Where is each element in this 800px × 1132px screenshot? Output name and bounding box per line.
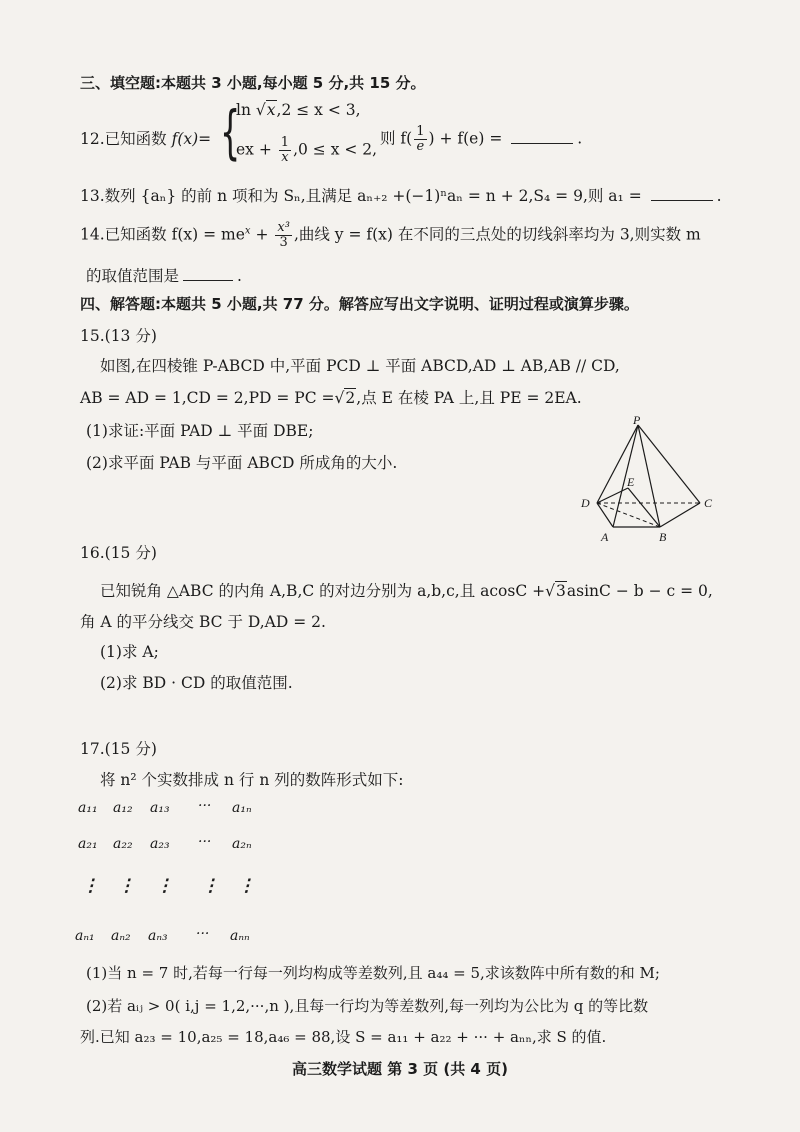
m-r3-c5: ⋮ xyxy=(238,876,255,896)
q12-case2-expr: ex + xyxy=(236,140,272,159)
m-r3-c3: ⋮ xyxy=(156,876,173,896)
q15-l2-radicand: 2 xyxy=(345,389,356,407)
q15-part-1: (1)求证:平面 PAD ⊥ 平面 DBE; xyxy=(86,422,314,440)
m-r2-c1: a₂₁ xyxy=(78,836,98,852)
q13-body: 13.数列 {aₙ} 的前 n 项和为 Sₙ,且满足 aₙ₊₂ +(−1)ⁿaₙ = n + 2,S₄ = 9,则 a₁ = xyxy=(80,187,642,205)
q14-line2-text: 的取值范围是 xyxy=(86,267,180,285)
label-P: P xyxy=(633,415,641,427)
m-r1-c2: a₁₂ xyxy=(113,800,133,816)
q12-case2-cond: ,0 ≤ x < 2, xyxy=(293,140,378,159)
label-D: D xyxy=(581,496,590,510)
q17-part-2a: (2)若 aᵢⱼ > 0( i,j = 1,2,···,n ),且每一行均为等差数列,每一列均为公比为 q 的等比数 xyxy=(86,997,649,1015)
q15-pyramid-figure xyxy=(575,415,725,545)
q12-brace: { xyxy=(220,98,241,166)
edge-BC xyxy=(660,503,700,527)
q12-case2-den: x xyxy=(281,150,289,165)
m-r3-c2: ⋮ xyxy=(118,876,135,896)
label-E: E xyxy=(627,475,635,489)
q15-head: 15.(13 分) xyxy=(80,327,157,345)
q14-answer-blank[interactable] xyxy=(183,266,233,281)
label-C: C xyxy=(704,496,713,510)
edge-DE xyxy=(597,488,628,503)
m-r2-c2: a₂₂ xyxy=(113,836,133,852)
q12-end: . xyxy=(577,129,583,148)
m-r2-c3: a₂₃ xyxy=(150,836,170,852)
q12-case1-radicand: x xyxy=(266,101,276,119)
q12-lead-text: 12.已知函数 xyxy=(80,130,167,148)
q12-tail-num: 1 xyxy=(416,124,425,139)
q16-head: 16.(15 分) xyxy=(80,544,157,562)
m-r4-c5: aₙₙ xyxy=(230,928,250,944)
m-r1-c3: a₁₃ xyxy=(150,800,170,816)
q16-l1-radicand: 3 xyxy=(556,582,566,600)
q14-exp: x xyxy=(244,225,251,237)
q14-den: 3 xyxy=(279,235,288,250)
q12-lead xyxy=(80,127,211,149)
q15-l2b: ,点 E 在棱 PA 上,且 PE = 2EA. xyxy=(356,389,582,407)
section-3-title: 三、填空题:本题共 3 小题,每小题 5 分,共 15 分。 xyxy=(80,74,426,92)
q14-plus: + xyxy=(255,225,269,244)
q13-answer-blank[interactable] xyxy=(651,186,713,201)
section-4-title: 四、解答题:本题共 5 小题,共 77 分。解答应写出文字说明、证明过程或演算步骤。 xyxy=(80,295,639,313)
q12-case-2 xyxy=(236,136,377,165)
q12-fx: f(x)= xyxy=(171,130,212,148)
q15-l2a: AB = AD = 1,CD = 2,PD = PC = xyxy=(80,389,335,407)
q16-line-1: 已知锐角 △ABC 的内角 A,B,C 的对边分别为 a,b,c,且 acosC +√3asinC − b − c = 0, xyxy=(100,582,713,600)
q16-l1b: asinC − b − c = 0, xyxy=(566,582,713,600)
edge-DA xyxy=(597,503,613,527)
q14-line-2 xyxy=(86,264,242,286)
q12-case-1: ln √x,2 ≤ x < 3, xyxy=(236,101,361,119)
q16-l1a: 已知锐角 △ABC 的内角 A,B,C 的对边分别为 a,b,c,且 acosC + xyxy=(100,582,546,600)
q14-end: . xyxy=(237,267,242,285)
q14-frac xyxy=(275,221,292,250)
q12-tail-frac xyxy=(414,125,426,154)
m-r3-c1: ⋮ xyxy=(82,876,99,896)
m-r4-c2: aₙ₂ xyxy=(111,928,131,944)
m-r4-c3: aₙ₃ xyxy=(148,928,168,944)
edge-PC xyxy=(638,425,700,503)
m-r4-c1: aₙ₁ xyxy=(75,928,95,944)
m-r3-c4: ⋮ xyxy=(202,876,219,896)
m-r2-c4: ··· xyxy=(198,834,212,850)
m-r1-c4: ··· xyxy=(198,798,212,814)
m-r1-c1: a₁₁ xyxy=(78,800,98,816)
q16-part-2: (2)求 BD · CD 的取值范围. xyxy=(100,674,293,692)
q13-text xyxy=(80,184,722,206)
q12-case2-frac xyxy=(279,136,291,165)
q16-line-2: 角 A 的平分线交 BC 于 D,AD = 2. xyxy=(80,613,326,631)
q14-part3: ,曲线 y = f(x) 在不同的三点处的切线斜率均为 3,则实数 m xyxy=(293,225,701,244)
q15-line-1: 如图,在四棱锥 P-ABCD 中,平面 PCD ⊥ 平面 ABCD,AD ⊥ AB,AB // CD, xyxy=(100,357,620,375)
q12-tail-b: ) + f(e) = xyxy=(428,129,503,148)
q15-part-2: (2)求平面 PAB 与平面 ABCD 所成角的大小. xyxy=(86,454,398,472)
m-r1-c5: a₁ₙ xyxy=(232,800,252,816)
q14-line-1 xyxy=(80,221,701,250)
edge-PD xyxy=(597,425,638,503)
edge-PB xyxy=(638,425,660,527)
q12-case1-cond: ,2 ≤ x < 3, xyxy=(276,101,361,119)
q14-num: x³ xyxy=(277,220,290,235)
q12-tail-a: 则 f( xyxy=(380,129,413,148)
q12-answer-blank[interactable] xyxy=(511,129,573,144)
q17-part-2b: 列.已知 a₂₃ = 10,a₂₅ = 18,a₄₆ = 88,设 S = a₁₁ + a₂₂ + ··· + aₙₙ,求 S 的值. xyxy=(80,1028,607,1046)
q16-part-1: (1)求 A; xyxy=(100,643,159,661)
q12-case2-num: 1 xyxy=(280,135,290,150)
q12-tail xyxy=(380,125,582,154)
q17-head: 17.(15 分) xyxy=(80,740,157,758)
q13-end: . xyxy=(716,187,722,205)
q15-line-2: AB = AD = 1,CD = 2,PD = PC =√2,点 E 在棱 PA 上,且 PE = 2EA. xyxy=(80,389,582,407)
label-B: B xyxy=(659,530,667,544)
m-r4-c4: ··· xyxy=(196,926,210,942)
m-r2-c5: a₂ₙ xyxy=(232,836,252,852)
q17-part-1: (1)当 n = 7 时,若每一行每一列均构成等差数列,且 a₄₄ = 5,求该数阵中所有数的和 M; xyxy=(86,964,660,982)
q12-tail-den: e xyxy=(416,139,425,154)
q12-case1-ln: ln xyxy=(236,101,251,119)
q17-line-1: 将 n² 个实数排成 n 行 n 列的数阵形式如下: xyxy=(100,771,404,789)
label-A: A xyxy=(601,530,609,544)
page-footer: 高三数学试题 第 3 页 (共 4 页) xyxy=(292,1060,508,1078)
q14-part1: 14.已知函数 f(x) = me xyxy=(80,225,245,244)
